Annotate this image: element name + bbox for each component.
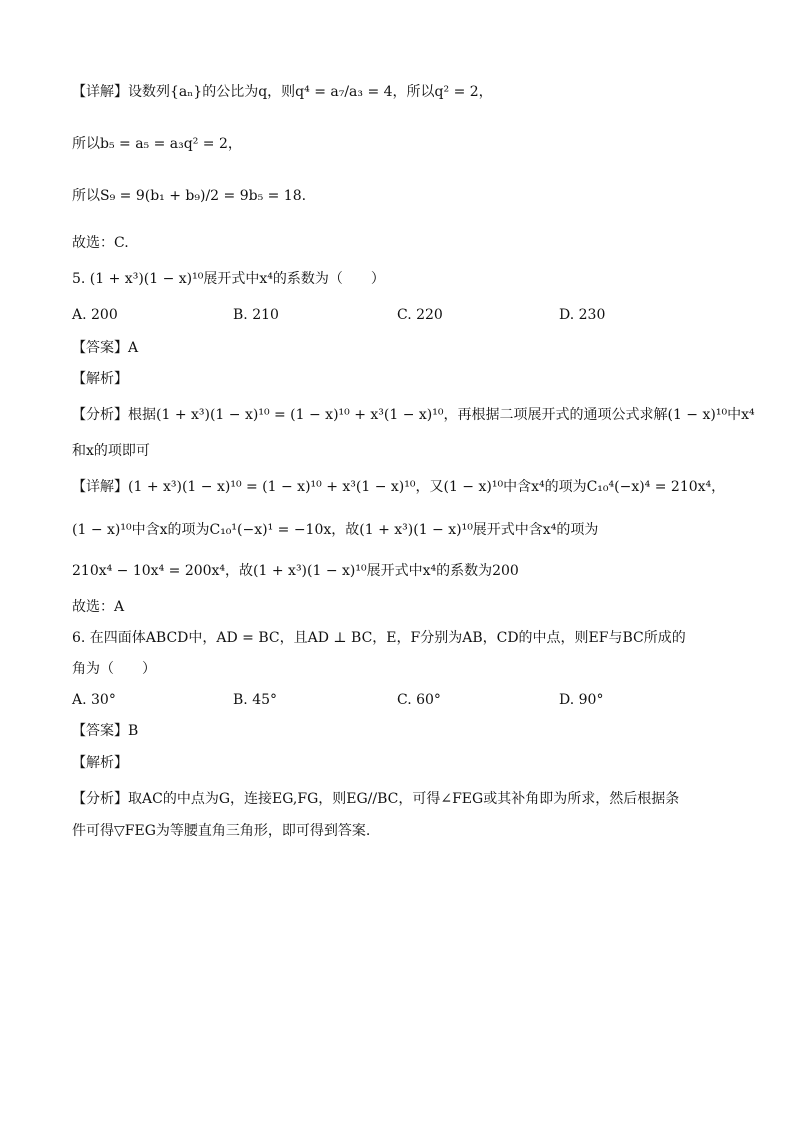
choice-a: A. 30° bbox=[72, 692, 116, 708]
detail-line-5: (1 − x)¹⁰中含x的项为C₁₀¹(−x)¹ = −10x，故(1 + x³)(1 − x)¹⁰展开式中含x⁴的项为 bbox=[72, 522, 599, 538]
analysis-line-1: 【分析】根据(1 + x³)(1 − x)¹⁰ = (1 − x)¹⁰ + x³(1 − x)¹⁰，再根据二项展开式的通项公式求解(1 − x)¹⁰中x⁴ bbox=[72, 407, 755, 423]
analysis-line-3: 【分析】取AC的中点为G，连接EG,FG，则EG//BC，可得∠FEG或其补角即为所求，然后根据条 bbox=[72, 791, 680, 807]
detail-line-3: 所以S₉ = 9(b₁ + b₉)/2 = 9b₅ = 18. bbox=[72, 188, 307, 204]
analysis-label-2: 【解析】 bbox=[72, 755, 128, 771]
analysis-line-2: 和x的项即可 bbox=[72, 443, 150, 459]
detail-line-4: 【详解】(1 + x³)(1 − x)¹⁰ = (1 − x)¹⁰ + x³(1 − x)¹⁰，又(1 − x)¹⁰中含x⁴的项为C₁₀⁴(−x)⁴ = 210x⁴， bbox=[72, 479, 726, 495]
question-5-choices bbox=[72, 305, 732, 325]
choice-d: D. 230 bbox=[559, 307, 606, 323]
analysis-line-4: 件可得▽FEG为等腰直角三角形，即可得到答案. bbox=[72, 823, 371, 839]
question-5-stem: 5. (1 + x³)(1 − x)¹⁰展开式中x⁴的系数为（ ） bbox=[72, 271, 385, 287]
answer-label: 【答案】A bbox=[72, 340, 139, 356]
choice-c: C. 60° bbox=[397, 692, 441, 708]
detail-line-6: 210x⁴ − 10x⁴ = 200x⁴，故(1 + x³)(1 − x)¹⁰展开式中x⁴的系数为200 bbox=[72, 563, 519, 579]
question-6-stem-2: 角为（ ） bbox=[72, 661, 156, 677]
choice-b: B. 45° bbox=[233, 692, 278, 708]
answer-choice-line-2: 故选：A bbox=[72, 599, 125, 615]
analysis-label: 【解析】 bbox=[72, 371, 128, 387]
answer-choice-line: 故选：C. bbox=[72, 235, 129, 251]
question-6-stem-1: 6. 在四面体ABCD中，AD = BC，且AD ⊥ BC，E，F分别为AB，CD的中点，则EF与BC所成的 bbox=[72, 630, 686, 646]
detail-line-1: 【详解】设数列{aₙ}的公比为q，则q⁴ = a₇/a₃ = 4，所以q² = 2， bbox=[72, 84, 493, 100]
question-6-choices bbox=[72, 690, 732, 710]
choice-a: A. 200 bbox=[72, 307, 118, 323]
choice-d: D. 90° bbox=[559, 692, 604, 708]
detail-line-2: 所以b₅ = a₅ = a₃q² = 2， bbox=[72, 136, 242, 152]
answer-label-2: 【答案】B bbox=[72, 723, 139, 739]
choice-c: C. 220 bbox=[397, 307, 443, 323]
choice-b: B. 210 bbox=[233, 307, 279, 323]
